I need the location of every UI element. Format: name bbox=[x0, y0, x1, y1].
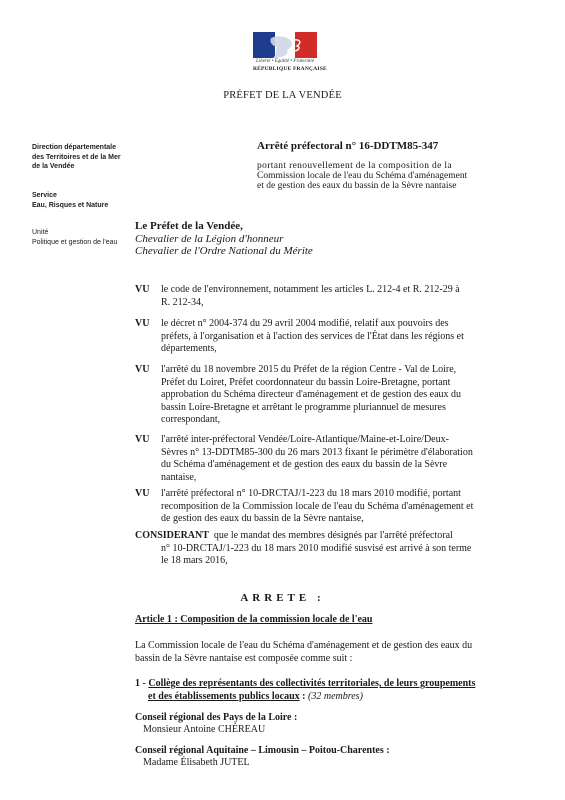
considerant-clause bbox=[135, 530, 520, 568]
vu-label: VU bbox=[135, 284, 150, 295]
article-label: Article 1 bbox=[135, 614, 172, 625]
arrete-heading: ARRETE : bbox=[240, 592, 325, 604]
council-name: Conseil régional Aquitaine – Limousin – Poitou-Charentes : bbox=[135, 745, 390, 756]
marianne-logo bbox=[253, 32, 327, 78]
vu-clause bbox=[135, 364, 520, 427]
arrete-object-line: Commission locale de l'eau du Schéma d'aménagement bbox=[257, 171, 468, 181]
paragraph-line: bassin de la Sèvre nantaise est composée comme suit : bbox=[135, 652, 353, 664]
composition-paragraph bbox=[135, 640, 527, 665]
vu-line: préfets, à l'organisation et à l'action des services de l'État dans les régions et bbox=[161, 330, 464, 342]
prefet-name: Le Préfet de la Vendée, bbox=[135, 220, 243, 232]
sidebar-unit-line: Politique et gestion de l'eau bbox=[32, 238, 118, 246]
sidebar-direction-line: des Territoires et de la Mer bbox=[32, 153, 121, 161]
sidebar-direction-line: de la Vendée bbox=[32, 163, 75, 170]
paragraph-line: La Commission locale de l'eau du Schéma d'aménagement et de gestion des eaux du bbox=[135, 640, 473, 651]
vu-label: VU bbox=[135, 364, 150, 375]
vu-line: recomposition de la Commission locale de l'eau du Schéma d'aménagement et bbox=[161, 500, 474, 512]
article-heading bbox=[135, 614, 373, 625]
considerant-label: CONSIDERANT bbox=[135, 530, 209, 541]
arrete-number: Arrêté préfectoral n° 16-DDTM85-347 bbox=[257, 140, 439, 152]
vu-clause bbox=[135, 488, 520, 526]
college-title: et des établissements publics locaux bbox=[148, 690, 300, 702]
council-member: Monsieur Antoine CHÉREAU bbox=[143, 723, 266, 735]
vu-line: l'arrêté préfectoral n° 10-DRCTAJ/1-223 du 18 mars 2010 modifié, portant bbox=[161, 488, 461, 499]
logo-motto: Liberté • Égalité • Fraternité bbox=[256, 59, 314, 64]
arrete-object bbox=[257, 161, 519, 191]
sidebar-direction-line: Direction départementale bbox=[32, 144, 117, 151]
college-number: 1 - bbox=[135, 678, 149, 689]
vu-clause bbox=[135, 318, 520, 356]
marianne-flag-icon bbox=[253, 32, 317, 58]
college-heading bbox=[135, 678, 475, 703]
college-title: Collège des représentants des collectivités territoriales, de leurs groupements bbox=[148, 678, 476, 689]
sidebar-direction bbox=[32, 143, 121, 172]
sidebar-service bbox=[32, 191, 108, 210]
vu-line: du Schéma d'aménagement et de gestion des eaux du bassin de la Sèvre bbox=[161, 459, 448, 470]
council-name: Conseil régional des Pays de la Loire : bbox=[135, 712, 298, 723]
vu-line: Sèvres n° 13-DDTM85-300 du 26 mars 2013 fixant le périmètre d'élaboration bbox=[161, 446, 473, 458]
vu-line: approbation du Schéma directeur d'aménagement et de gestion des eaux du bbox=[161, 389, 462, 400]
considerant-line: n° 10-DRCTAJ/1-223 du 18 mars 2010 modifié susvisé est arrivé à son terme bbox=[161, 542, 472, 554]
sidebar-service-line: Service bbox=[32, 192, 57, 199]
council-entry bbox=[135, 712, 297, 735]
vu-line: bassin Loire-Bretagne et arrêtant le programme pluriannuel de mesures bbox=[161, 401, 446, 413]
vu-line: Préfet du Loiret, Préfet coordonnateur du bassin Loire-Bretagne, portant bbox=[161, 376, 451, 388]
vu-line: le décret n° 2004-374 du 29 avril 2004 modifié, relatif aux pouvoirs des bbox=[161, 318, 449, 329]
sidebar-service-line: Eau, Risques et Nature bbox=[32, 201, 109, 209]
vu-clause bbox=[135, 284, 520, 309]
college-count: (32 membres) bbox=[308, 690, 363, 702]
vu-line: correspondant, bbox=[161, 414, 221, 425]
prefet-title: Chevalier de la Légion d'honneur bbox=[135, 232, 284, 245]
header-title: PRÉFET DE LA VENDÉE bbox=[223, 90, 342, 101]
vu-line: nantaise, bbox=[161, 471, 197, 483]
vu-line: de gestion des eaux du bassin de la Sèvre nantaise, bbox=[161, 513, 364, 524]
article-title: : Composition de la commission locale de l'eau bbox=[171, 614, 373, 625]
arrete-object-line: portant renouvellement de la composition de la bbox=[257, 161, 452, 171]
considerant-line: que le mandat des membres désignés par l'arrêté préfectoral bbox=[213, 530, 453, 541]
logo-republic: RÉPUBLIQUE FRANÇAISE bbox=[253, 66, 327, 72]
vu-line: l'arrêté inter-préfectoral Vendée/Loire-Atlantique/Maine-et-Loire/Deux- bbox=[161, 434, 449, 445]
vu-label: VU bbox=[135, 488, 150, 499]
council-member: Madame Élisabeth JUTEL bbox=[143, 756, 250, 768]
council-entry bbox=[135, 745, 390, 768]
prefet-title: Chevalier de l'Ordre National du Mérite bbox=[135, 245, 313, 257]
vu-label: VU bbox=[135, 318, 150, 329]
vu-line: l'arrêté du 18 novembre 2015 du Préfet de la région Centre - Val de Loire, bbox=[161, 364, 457, 375]
arrete-object-line: et de gestion des eaux du bassin de la Sèvre nantaise bbox=[257, 181, 457, 191]
sidebar-unit bbox=[32, 228, 117, 247]
vu-label: VU bbox=[135, 434, 150, 445]
vu-clause bbox=[135, 434, 520, 484]
vu-line: départements, bbox=[161, 343, 217, 354]
considerant-line: le 18 mars 2016, bbox=[161, 555, 228, 566]
prefet-block bbox=[135, 220, 313, 258]
college-colon: : bbox=[299, 690, 309, 702]
sidebar-unit-line: Unité bbox=[32, 229, 49, 236]
vu-line: le code de l'environnement, notamment les articles L. 212-4 et R. 212-29 à bbox=[161, 284, 460, 295]
vu-line: R. 212-34, bbox=[161, 296, 204, 308]
